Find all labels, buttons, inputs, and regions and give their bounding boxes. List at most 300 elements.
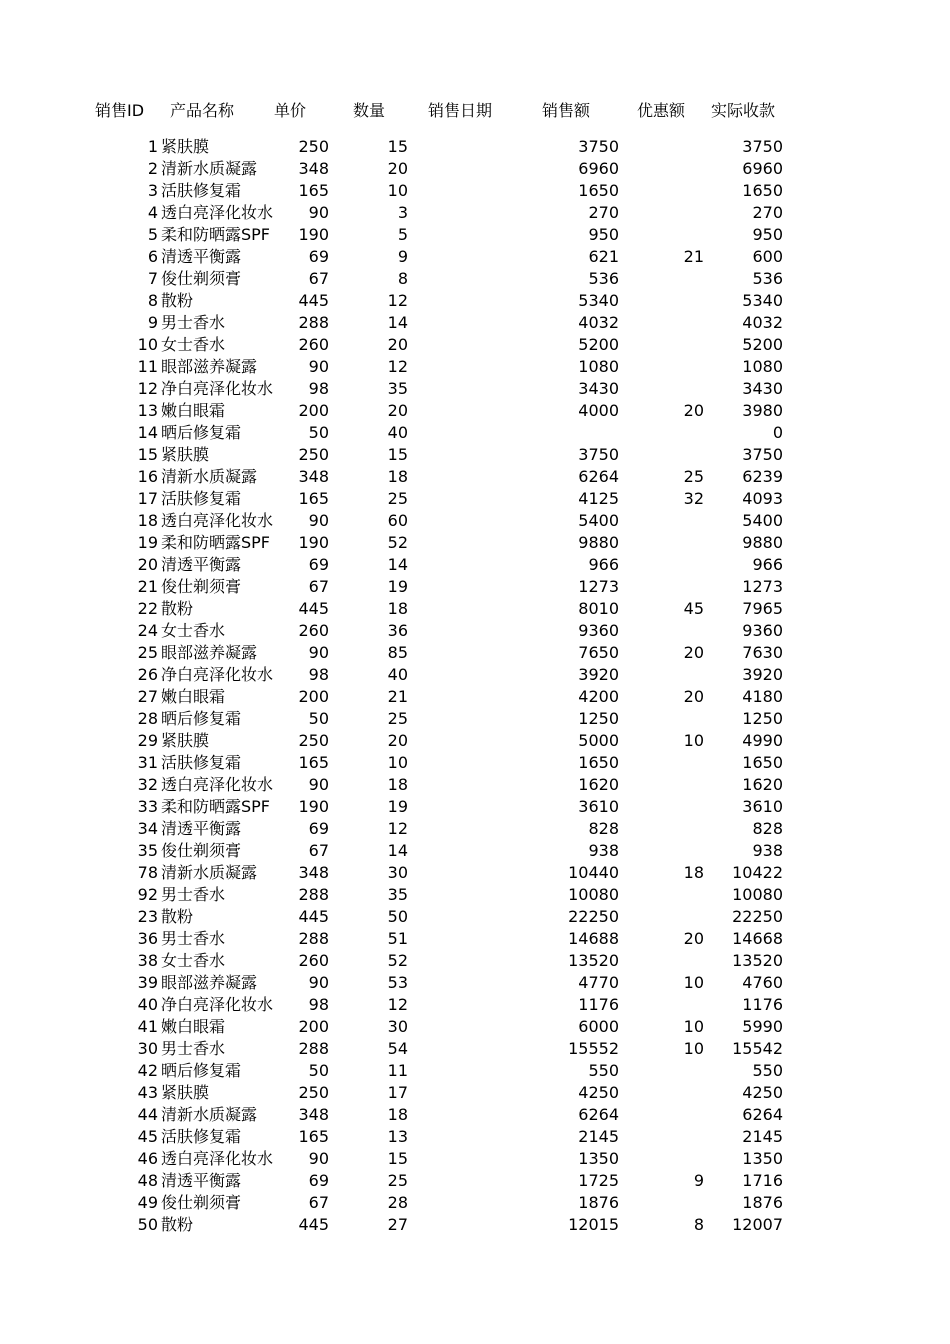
cell-product-name: 女士香水 bbox=[161, 621, 226, 640]
table-row bbox=[0, 686, 950, 708]
cell-quantity: 20 bbox=[387, 159, 408, 178]
cell-sale-id: 24 bbox=[137, 621, 158, 640]
cell-unit-price: 288 bbox=[298, 885, 329, 904]
table-row bbox=[0, 1214, 950, 1236]
cell-sale-id: 30 bbox=[137, 1039, 158, 1058]
cell-product-name: 眼部滋养凝露 bbox=[161, 643, 258, 662]
cell-sale-date bbox=[412, 1016, 522, 1038]
table-row bbox=[0, 1038, 950, 1060]
cell-sale-id: 32 bbox=[137, 775, 158, 794]
cell-sales-amount: 3610 bbox=[578, 797, 619, 816]
cell-received: 5340 bbox=[742, 291, 783, 310]
cell-sale-date bbox=[412, 576, 522, 598]
cell-sale-date bbox=[412, 862, 522, 884]
cell-quantity: 25 bbox=[387, 489, 408, 508]
cell-discount: 18 bbox=[683, 863, 704, 882]
cell-discount bbox=[624, 532, 704, 554]
cell-discount bbox=[624, 1060, 704, 1082]
cell-quantity: 15 bbox=[387, 137, 408, 156]
cell-product-name: 透白亮泽化妆水 bbox=[161, 775, 274, 794]
cell-sale-date bbox=[412, 1104, 522, 1126]
cell-quantity: 54 bbox=[387, 1039, 408, 1058]
cell-unit-price: 250 bbox=[298, 731, 329, 750]
cell-product-name: 紧肤膜 bbox=[161, 731, 210, 750]
table-row bbox=[0, 818, 950, 840]
cell-unit-price: 67 bbox=[308, 269, 329, 288]
cell-product-name: 眼部滋养凝露 bbox=[161, 357, 258, 376]
cell-sale-id: 39 bbox=[137, 973, 158, 992]
cell-discount bbox=[624, 708, 704, 730]
header-sales-amount: 销售额 bbox=[542, 101, 591, 120]
header-quantity: 数量 bbox=[353, 101, 386, 120]
cell-sale-id: 41 bbox=[137, 1017, 158, 1036]
cell-quantity: 12 bbox=[387, 291, 408, 310]
cell-sale-id: 17 bbox=[137, 489, 158, 508]
cell-product-name: 清透平衡露 bbox=[161, 555, 242, 574]
cell-unit-price: 288 bbox=[298, 1039, 329, 1058]
table-row bbox=[0, 796, 950, 818]
header-discount: 优惠额 bbox=[637, 101, 686, 120]
cell-sale-date bbox=[412, 444, 522, 466]
cell-discount: 20 bbox=[683, 929, 704, 948]
cell-sales-amount: 1650 bbox=[578, 181, 619, 200]
cell-product-name: 清新水质凝露 bbox=[161, 1105, 258, 1124]
cell-received: 3920 bbox=[742, 665, 783, 684]
cell-quantity: 13 bbox=[387, 1127, 408, 1146]
cell-sales-amount: 6264 bbox=[578, 467, 619, 486]
cell-unit-price: 288 bbox=[298, 929, 329, 948]
cell-sale-date bbox=[412, 752, 522, 774]
cell-discount bbox=[624, 1148, 704, 1170]
cell-sale-id: 6 bbox=[147, 247, 158, 266]
cell-sale-date bbox=[412, 1148, 522, 1170]
cell-sale-id: 50 bbox=[137, 1215, 158, 1234]
cell-product-name: 透白亮泽化妆水 bbox=[161, 203, 274, 222]
cell-discount bbox=[624, 1082, 704, 1104]
cell-discount: 10 bbox=[683, 1039, 704, 1058]
cell-quantity: 19 bbox=[387, 797, 408, 816]
cell-sale-date bbox=[412, 994, 522, 1016]
cell-quantity: 20 bbox=[387, 401, 408, 420]
cell-unit-price: 260 bbox=[298, 335, 329, 354]
cell-sale-date bbox=[412, 268, 522, 290]
cell-sales-amount bbox=[524, 422, 619, 444]
cell-sale-date bbox=[412, 158, 522, 180]
cell-sales-amount: 5200 bbox=[578, 335, 619, 354]
cell-unit-price: 90 bbox=[308, 203, 329, 222]
cell-quantity: 12 bbox=[387, 357, 408, 376]
cell-product-name: 嫩白眼霜 bbox=[161, 401, 226, 420]
header-unit-price: 单价 bbox=[274, 101, 307, 120]
cell-product-name: 散粉 bbox=[161, 1215, 194, 1234]
cell-sales-amount: 7650 bbox=[578, 643, 619, 662]
cell-sales-amount: 15552 bbox=[568, 1039, 619, 1058]
cell-sales-amount: 9880 bbox=[578, 533, 619, 552]
cell-quantity: 9 bbox=[397, 247, 408, 266]
cell-unit-price: 90 bbox=[308, 357, 329, 376]
cell-product-name: 活肤修复霜 bbox=[161, 753, 242, 772]
cell-sale-date bbox=[412, 1038, 522, 1060]
cell-product-name: 俊仕剃须膏 bbox=[161, 1193, 242, 1212]
cell-unit-price: 190 bbox=[298, 225, 329, 244]
cell-quantity: 19 bbox=[387, 577, 408, 596]
cell-received: 550 bbox=[752, 1061, 783, 1080]
cell-discount bbox=[624, 774, 704, 796]
cell-sale-id: 5 bbox=[147, 225, 158, 244]
cell-received: 6239 bbox=[742, 467, 783, 486]
cell-sale-date bbox=[412, 290, 522, 312]
cell-sales-amount: 536 bbox=[588, 269, 619, 288]
cell-received: 1876 bbox=[742, 1193, 783, 1212]
cell-sale-id: 3 bbox=[147, 181, 158, 200]
header-product-name: 产品名称 bbox=[170, 101, 235, 120]
cell-sales-amount: 12015 bbox=[568, 1215, 619, 1234]
table-row bbox=[0, 1060, 950, 1082]
cell-quantity: 40 bbox=[387, 665, 408, 684]
cell-unit-price: 67 bbox=[308, 841, 329, 860]
cell-discount bbox=[624, 136, 704, 158]
cell-quantity: 12 bbox=[387, 819, 408, 838]
cell-product-name: 男士香水 bbox=[161, 1039, 226, 1058]
cell-quantity: 51 bbox=[387, 929, 408, 948]
cell-unit-price: 445 bbox=[298, 291, 329, 310]
cell-unit-price: 200 bbox=[298, 1017, 329, 1036]
cell-sale-date bbox=[412, 488, 522, 510]
cell-received: 5200 bbox=[742, 335, 783, 354]
cell-discount: 21 bbox=[683, 247, 704, 266]
cell-quantity: 11 bbox=[387, 1061, 408, 1080]
cell-unit-price: 348 bbox=[298, 159, 329, 178]
cell-sale-id: 92 bbox=[137, 885, 158, 904]
cell-quantity: 14 bbox=[387, 841, 408, 860]
cell-sale-id: 22 bbox=[137, 599, 158, 618]
cell-quantity: 3 bbox=[397, 203, 408, 222]
cell-sales-amount: 22250 bbox=[568, 907, 619, 926]
cell-sale-id: 40 bbox=[137, 995, 158, 1014]
cell-sale-date bbox=[412, 136, 522, 158]
cell-sales-amount: 5400 bbox=[578, 511, 619, 530]
cell-sale-date bbox=[412, 1082, 522, 1104]
cell-sale-date bbox=[412, 642, 522, 664]
cell-product-name: 俊仕剃须膏 bbox=[161, 577, 242, 596]
cell-sale-date bbox=[412, 510, 522, 532]
cell-sales-amount: 1080 bbox=[578, 357, 619, 376]
cell-discount bbox=[624, 818, 704, 840]
cell-received: 1650 bbox=[742, 753, 783, 772]
cell-product-name: 透白亮泽化妆水 bbox=[161, 511, 274, 530]
table-row bbox=[0, 554, 950, 576]
cell-received: 4990 bbox=[742, 731, 783, 750]
cell-received: 4093 bbox=[742, 489, 783, 508]
table-row bbox=[0, 906, 950, 928]
cell-sales-amount: 3750 bbox=[578, 137, 619, 156]
cell-unit-price: 260 bbox=[298, 621, 329, 640]
cell-sale-date bbox=[412, 774, 522, 796]
cell-unit-price: 348 bbox=[298, 467, 329, 486]
cell-product-name: 活肤修复霜 bbox=[161, 489, 242, 508]
cell-sales-amount: 1250 bbox=[578, 709, 619, 728]
cell-quantity: 18 bbox=[387, 1105, 408, 1124]
cell-quantity: 52 bbox=[387, 951, 408, 970]
cell-sale-id: 1 bbox=[147, 137, 158, 156]
cell-discount bbox=[624, 444, 704, 466]
table-row bbox=[0, 730, 950, 752]
cell-discount bbox=[624, 378, 704, 400]
table-row bbox=[0, 1016, 950, 1038]
cell-discount bbox=[624, 202, 704, 224]
cell-unit-price: 67 bbox=[308, 577, 329, 596]
table-row bbox=[0, 444, 950, 466]
cell-sale-date bbox=[412, 928, 522, 950]
table-row bbox=[0, 642, 950, 664]
table-row bbox=[0, 268, 950, 290]
cell-product-name: 净白亮泽化妆水 bbox=[161, 665, 274, 684]
cell-received: 1250 bbox=[742, 709, 783, 728]
cell-sale-date bbox=[412, 906, 522, 928]
cell-received: 536 bbox=[752, 269, 783, 288]
header-received: 实际收款 bbox=[711, 101, 776, 120]
cell-sale-date bbox=[412, 1126, 522, 1148]
cell-unit-price: 165 bbox=[298, 1127, 329, 1146]
cell-discount: 20 bbox=[683, 643, 704, 662]
cell-quantity: 10 bbox=[387, 181, 408, 200]
cell-product-name: 眼部滋养凝露 bbox=[161, 973, 258, 992]
cell-discount bbox=[624, 840, 704, 862]
cell-sale-id: 11 bbox=[137, 357, 158, 376]
cell-product-name: 透白亮泽化妆水 bbox=[161, 1149, 274, 1168]
cell-quantity: 85 bbox=[387, 643, 408, 662]
cell-sale-date bbox=[412, 202, 522, 224]
cell-discount bbox=[624, 906, 704, 928]
cell-sales-amount: 1725 bbox=[578, 1171, 619, 1190]
cell-quantity: 15 bbox=[387, 445, 408, 464]
table-row bbox=[0, 334, 950, 356]
cell-quantity: 8 bbox=[397, 269, 408, 288]
cell-sale-id: 28 bbox=[137, 709, 158, 728]
cell-sales-amount: 938 bbox=[588, 841, 619, 860]
cell-received: 7630 bbox=[742, 643, 783, 662]
cell-quantity: 60 bbox=[387, 511, 408, 530]
cell-sale-id: 29 bbox=[137, 731, 158, 750]
cell-received: 3750 bbox=[742, 137, 783, 156]
cell-product-name: 男士香水 bbox=[161, 885, 226, 904]
cell-discount: 10 bbox=[683, 1017, 704, 1036]
cell-unit-price: 90 bbox=[308, 1149, 329, 1168]
cell-product-name: 晒后修复霜 bbox=[161, 423, 242, 442]
cell-received: 4180 bbox=[742, 687, 783, 706]
cell-sales-amount: 6960 bbox=[578, 159, 619, 178]
header-sale-id: 销售ID bbox=[95, 101, 145, 120]
table-row bbox=[0, 246, 950, 268]
cell-sale-id: 49 bbox=[137, 1193, 158, 1212]
cell-product-name: 嫩白眼霜 bbox=[161, 1017, 226, 1036]
cell-quantity: 40 bbox=[387, 423, 408, 442]
cell-received: 950 bbox=[752, 225, 783, 244]
cell-product-name: 散粉 bbox=[161, 291, 194, 310]
cell-product-name: 男士香水 bbox=[161, 313, 226, 332]
cell-sale-id: 20 bbox=[137, 555, 158, 574]
cell-quantity: 52 bbox=[387, 533, 408, 552]
cell-product-name: 女士香水 bbox=[161, 951, 226, 970]
cell-discount bbox=[624, 356, 704, 378]
cell-sales-amount: 3750 bbox=[578, 445, 619, 464]
cell-product-name: 嫩白眼霜 bbox=[161, 687, 226, 706]
cell-unit-price: 250 bbox=[298, 1083, 329, 1102]
cell-received: 9880 bbox=[742, 533, 783, 552]
cell-unit-price: 288 bbox=[298, 313, 329, 332]
cell-discount bbox=[624, 312, 704, 334]
table-row bbox=[0, 928, 950, 950]
cell-unit-price: 348 bbox=[298, 863, 329, 882]
table-row bbox=[0, 202, 950, 224]
cell-sale-id: 19 bbox=[137, 533, 158, 552]
cell-unit-price: 69 bbox=[308, 1171, 329, 1190]
cell-discount: 9 bbox=[693, 1171, 704, 1190]
cell-unit-price: 90 bbox=[308, 643, 329, 662]
cell-quantity: 28 bbox=[387, 1193, 408, 1212]
cell-received: 1716 bbox=[742, 1171, 783, 1190]
cell-unit-price: 250 bbox=[298, 137, 329, 156]
cell-received: 5400 bbox=[742, 511, 783, 530]
cell-received: 4250 bbox=[742, 1083, 783, 1102]
cell-sale-date bbox=[412, 1060, 522, 1082]
cell-quantity: 30 bbox=[387, 1017, 408, 1036]
cell-sale-id: 26 bbox=[137, 665, 158, 684]
cell-unit-price: 98 bbox=[308, 995, 329, 1014]
table-row bbox=[0, 378, 950, 400]
cell-sale-date bbox=[412, 730, 522, 752]
cell-product-name: 男士香水 bbox=[161, 929, 226, 948]
cell-product-name: 女士香水 bbox=[161, 335, 226, 354]
cell-received: 828 bbox=[752, 819, 783, 838]
cell-product-name: 柔和防晒露SPF bbox=[161, 533, 271, 552]
cell-discount bbox=[624, 510, 704, 532]
cell-sale-id: 8 bbox=[147, 291, 158, 310]
cell-quantity: 25 bbox=[387, 1171, 408, 1190]
cell-quantity: 50 bbox=[387, 907, 408, 926]
cell-sales-amount: 621 bbox=[588, 247, 619, 266]
cell-sales-amount: 1650 bbox=[578, 753, 619, 772]
cell-discount bbox=[624, 620, 704, 642]
table-row bbox=[0, 136, 950, 158]
cell-sales-amount: 4000 bbox=[578, 401, 619, 420]
cell-unit-price: 190 bbox=[298, 533, 329, 552]
cell-sale-id: 13 bbox=[137, 401, 158, 420]
cell-received: 3430 bbox=[742, 379, 783, 398]
cell-sales-amount: 828 bbox=[588, 819, 619, 838]
table-row bbox=[0, 840, 950, 862]
cell-received: 1620 bbox=[742, 775, 783, 794]
cell-sale-date bbox=[412, 400, 522, 422]
cell-received: 4760 bbox=[742, 973, 783, 992]
table-row bbox=[0, 950, 950, 972]
cell-received: 1176 bbox=[742, 995, 783, 1014]
cell-discount bbox=[624, 884, 704, 906]
table-row bbox=[0, 774, 950, 796]
cell-quantity: 14 bbox=[387, 313, 408, 332]
table-row bbox=[0, 708, 950, 730]
cell-sales-amount: 13520 bbox=[568, 951, 619, 970]
cell-unit-price: 190 bbox=[298, 797, 329, 816]
cell-sales-amount: 1350 bbox=[578, 1149, 619, 1168]
cell-discount: 20 bbox=[683, 687, 704, 706]
cell-received: 10422 bbox=[732, 863, 783, 882]
cell-unit-price: 90 bbox=[308, 775, 329, 794]
cell-unit-price: 445 bbox=[298, 1215, 329, 1234]
cell-sale-date bbox=[412, 224, 522, 246]
cell-quantity: 30 bbox=[387, 863, 408, 882]
cell-received: 1273 bbox=[742, 577, 783, 596]
cell-sale-id: 46 bbox=[137, 1149, 158, 1168]
table-row bbox=[0, 158, 950, 180]
table-row bbox=[0, 972, 950, 994]
cell-sale-id: 9 bbox=[147, 313, 158, 332]
cell-discount bbox=[624, 422, 704, 444]
cell-sale-date bbox=[412, 620, 522, 642]
cell-sales-amount: 1176 bbox=[578, 995, 619, 1014]
cell-product-name: 散粉 bbox=[161, 599, 194, 618]
cell-sale-id: 38 bbox=[137, 951, 158, 970]
table-row bbox=[0, 180, 950, 202]
table-row bbox=[0, 1148, 950, 1170]
cell-quantity: 20 bbox=[387, 335, 408, 354]
cell-sale-id: 16 bbox=[137, 467, 158, 486]
cell-sale-id: 34 bbox=[137, 819, 158, 838]
cell-product-name: 紧肤膜 bbox=[161, 137, 210, 156]
cell-sale-date bbox=[412, 950, 522, 972]
cell-product-name: 晒后修复霜 bbox=[161, 709, 242, 728]
cell-sales-amount: 4125 bbox=[578, 489, 619, 508]
cell-received: 4032 bbox=[742, 313, 783, 332]
cell-discount bbox=[624, 950, 704, 972]
cell-sale-id: 45 bbox=[137, 1127, 158, 1146]
cell-product-name: 柔和防晒露SPF bbox=[161, 225, 271, 244]
cell-unit-price: 98 bbox=[308, 665, 329, 684]
cell-discount: 10 bbox=[683, 973, 704, 992]
cell-sales-amount: 1620 bbox=[578, 775, 619, 794]
table-row bbox=[0, 532, 950, 554]
cell-sale-date bbox=[412, 796, 522, 818]
cell-product-name: 清透平衡露 bbox=[161, 1171, 242, 1190]
cell-sale-id: 10 bbox=[137, 335, 158, 354]
table-row bbox=[0, 422, 950, 444]
cell-sale-id: 27 bbox=[137, 687, 158, 706]
cell-unit-price: 69 bbox=[308, 819, 329, 838]
cell-received: 5990 bbox=[742, 1017, 783, 1036]
header-sale-date: 销售日期 bbox=[428, 101, 493, 120]
cell-discount bbox=[624, 796, 704, 818]
cell-quantity: 14 bbox=[387, 555, 408, 574]
cell-unit-price: 200 bbox=[298, 401, 329, 420]
cell-discount bbox=[624, 554, 704, 576]
cell-sale-date bbox=[412, 1170, 522, 1192]
cell-sale-id: 25 bbox=[137, 643, 158, 662]
cell-sales-amount: 3430 bbox=[578, 379, 619, 398]
cell-quantity: 21 bbox=[387, 687, 408, 706]
cell-quantity: 5 bbox=[397, 225, 408, 244]
cell-sales-amount: 10440 bbox=[568, 863, 619, 882]
table-row bbox=[0, 1126, 950, 1148]
cell-received: 10080 bbox=[732, 885, 783, 904]
cell-sales-amount: 6264 bbox=[578, 1105, 619, 1124]
cell-received: 3980 bbox=[742, 401, 783, 420]
cell-unit-price: 50 bbox=[308, 423, 329, 442]
cell-received: 1080 bbox=[742, 357, 783, 376]
cell-received: 3750 bbox=[742, 445, 783, 464]
cell-product-name: 紧肤膜 bbox=[161, 1083, 210, 1102]
cell-received: 6960 bbox=[742, 159, 783, 178]
cell-sale-id: 7 bbox=[147, 269, 158, 288]
